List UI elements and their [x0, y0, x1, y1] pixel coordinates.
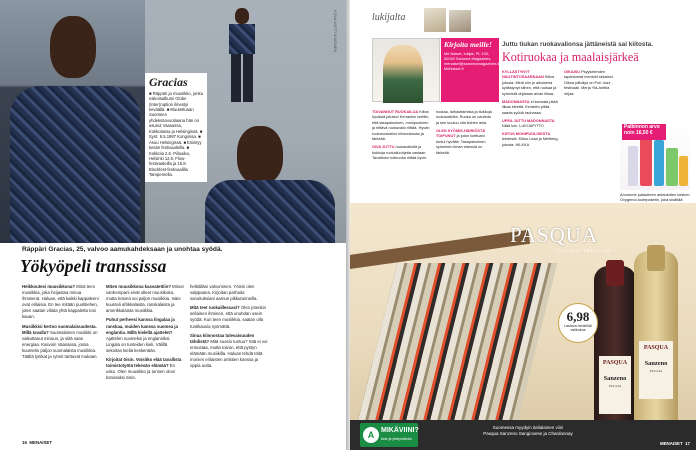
page-folio: MENAISET 17 [659, 441, 690, 446]
fact-box-title: Gracias [149, 75, 188, 89]
ad-footer [350, 420, 696, 450]
alko-logo: A MIKÄVIINI? tiole ja yhteystiedot [360, 423, 418, 447]
bottle-label: PASQUA Sanzeno PUGLIA [599, 356, 631, 414]
close-up-shirt [205, 180, 335, 243]
reader-image [383, 45, 423, 103]
letters-kicker: Juttu tiukan ruokavalionsa jättäneistä sai kiitosta. [502, 41, 653, 48]
write-to-us-address: Me Naiset, lukijat, PL 100, 00040 Sanoma Magazines, menaiset@sanomamagazines.fi, MeNaiset.fi [444, 50, 501, 72]
page-folio: 16 MENAISET [22, 440, 53, 445]
thumbnail-image [449, 10, 471, 32]
letters-column: TOIVANNUT RUOKAILUA Kiitos hyvästä jutusta! Kerrankin luettiin, että tasapainoinen, monipuolinen ja riittävä ruokavalio riittää. Hyvän ruokaruokailun kiinnostavaa ja tärkeää. OIVA JUTTU ruokavalioitä ja tiukkoja ruokailuohjeita vastaan. Tavallinen kotiruoka riittää hyvin. [372, 110, 430, 161]
article-column: Miten muusikkona kasvatettiin? Minun vanhempani eivät olleet muusikoita, mutta kotona soi paljon musiikkia. Isäni kuunteli afrikkalaista, ranskalaista ja amerikkalaista musiikkia. Puhut perheesi kanssa lingalaa ja ranskaa, muiden kanssa suomea ja englantia. Millä kielellä ajattelet? Ajattelen suomeksi ja englanniksi. Lingala on tunteiden kieli. Välillä sekoitan kieliä keskenään. Kirjoitat öisin. Voisitko elää tavallista toimistotyötä tekevän elämää? En usko. Olen muusikko ja tunnen oloni kotoisaksi öisin. [106, 284, 184, 381]
gracias-fact-box [145, 73, 207, 182]
thumbnail-pictures [424, 8, 472, 32]
article-kicker: Räppäri Gracias, 25, valvoo aamukahdeksaan ja unohtaa syödä. [22, 246, 223, 253]
letters-title: Kotiruokaa ja maalaisjärkeä [502, 50, 639, 64]
prize-badge: Palkinnon arvo noin 16,50 € [622, 124, 666, 140]
product-bottle [679, 156, 688, 186]
bottle-neck [606, 260, 624, 286]
product-bottle [654, 140, 664, 186]
product-bottle [666, 148, 678, 186]
bottle-label: PASQUA Sanzeno PUGLIA [639, 341, 673, 399]
article-column: hetkälläni valvominen. Yöisin olen valppaana. Kirjoitan parhaita sanoituksiani aamun pikkutunneilla. Mitä teet ruokaillessasi? Olen jotenkin sellainen ihminen, että unohdan usein syödä. Kun teen musiikkia, saatan olla tuntikausia syömättä. Sinua kiinnostaa tulevaisuuden tähdistä? Mitä suosio tuntuu? Sitä ei voi ennustaa, mutta toivon, että pystyn elämään musiikilla. Haluan tehdä töitä monien erilaisten artistien kanssa ja oppia uutta. [190, 284, 268, 369]
reader-photo [372, 38, 440, 102]
product-bottle [628, 146, 638, 186]
left-page [0, 0, 346, 450]
section-label: lukijalta [372, 12, 406, 23]
write-to-us-title: Kirjoita meille! [444, 40, 492, 49]
red-wine-bottle [594, 266, 636, 441]
thumbnail-image [424, 8, 446, 32]
fact-box-text: ■ Räppäri ja muusikko, jonka esikoisalbumi Globe (Inter)ruption ilmestyi keväällä. ■ Muutettuaan Suomeen yhdeksänvuotiaana hän on asunut Vaasassa, Kokkolassa ja Helsingissä. ■ Synt. 6.5.1987 Kongossa. ■ Asuu Helsingissä. ■ Esiintyy kesän festivaaleilla. ■ Kokkola 2.6. Piiloaika, Helsinki 12.6. Flow-festivaaleilla ja 15.8. Blockfest-festivaalilla Tampereella. [149, 90, 203, 178]
letters-column: OIKAISU Psyykelehden tapahtumat menivät sekaisin. Oikea päiväys on Pori Jazz -festivaali. Merja Ylä-Anttila ohjaa. [564, 70, 614, 96]
article-column: Heikkoutesi muusikkona? Minä teen musiikkia, joka heijastaa minua ihmisenä. Haluan, että kaikki kappaleeni ovat erilaisia. En tee mitään puolitiehen, joten saatan viilata yhtä kappaletta tosi kauan. Musiikkisi kertoo suomalaisuudesta. Millä tavalla? Suomalainen musiikki on vaikuttanut minuun, ja siitä saan energiaa. Kasvoin Vaasassa, jossa kuuntelin paljon suomalaista musiikkia. Täällä lyriikat ja rytmit tarttuvat mukaan. [22, 284, 99, 360]
shirt-pattern [10, 86, 140, 243]
write-to-us-box [441, 38, 499, 102]
prize-caption: Arvomme palautteen antaneiden kesken Oxygenol-tuotepaketin, joka sisältää [620, 192, 690, 203]
walker-head [235, 8, 249, 24]
white-wine-bottle [634, 251, 678, 441]
ad-brand-logo: PASQUA [510, 223, 599, 247]
portrait-head [50, 16, 96, 78]
ad-tagline: Suomessa myydyin italialainen viini Pasqua Sanzeno Sangiovese ja Chardonnay [483, 425, 573, 437]
article-title: Yökyöpeli transsissa [20, 256, 167, 276]
price-badge: 6,98 Lastuva henkilöä/ valikoima [558, 303, 598, 343]
walker-leg [243, 54, 253, 102]
bottle-neck [647, 245, 665, 271]
ad-brand-sub: · A FAMILY TRADITION · [555, 249, 615, 253]
product-bottle [640, 136, 652, 186]
walker-leg [231, 54, 241, 102]
close-up-head [237, 126, 283, 184]
letters-column: ruokaa, laihduttamista ja tiukkoja ruokavalioita. Ruoka on nautinto ja sen kuuluu olla iloinen asia. OLEN SYÖMIS-HÄIRIÖSTÄ TOIPUNUT ja jutun luettuani tuntui hyvältä. Tasapainoinen syöminen ilman stressiä on tärkeää. [436, 110, 492, 155]
right-page [350, 0, 696, 450]
photo-credit: KUVA ANTTI ILMONEN [333, 10, 338, 53]
wine-advertisement [350, 203, 696, 450]
walker-shirt [229, 24, 255, 54]
letters-column: KYLLÄSTYNYT NAUTINTOSAARNAAN Kiitos jutusta. Minä olin jo aikuisena kyllästynyt siihen, että ruokaa ja syömistä ohjataan aivan liikaa. MADONNASTA ei kannata pitää liikaa kiirettä. Ihmisten pitää saada syödä rauhassa. UPEA JUTTU MADONNASTA Nätä luin. LUKIJAPITTO KIITOS MONIPUOLISESTA lehdestä. Kiitos Leaa ja Mellberg-jutusta. HILKKA [502, 70, 559, 147]
portrait-photo [0, 0, 145, 243]
